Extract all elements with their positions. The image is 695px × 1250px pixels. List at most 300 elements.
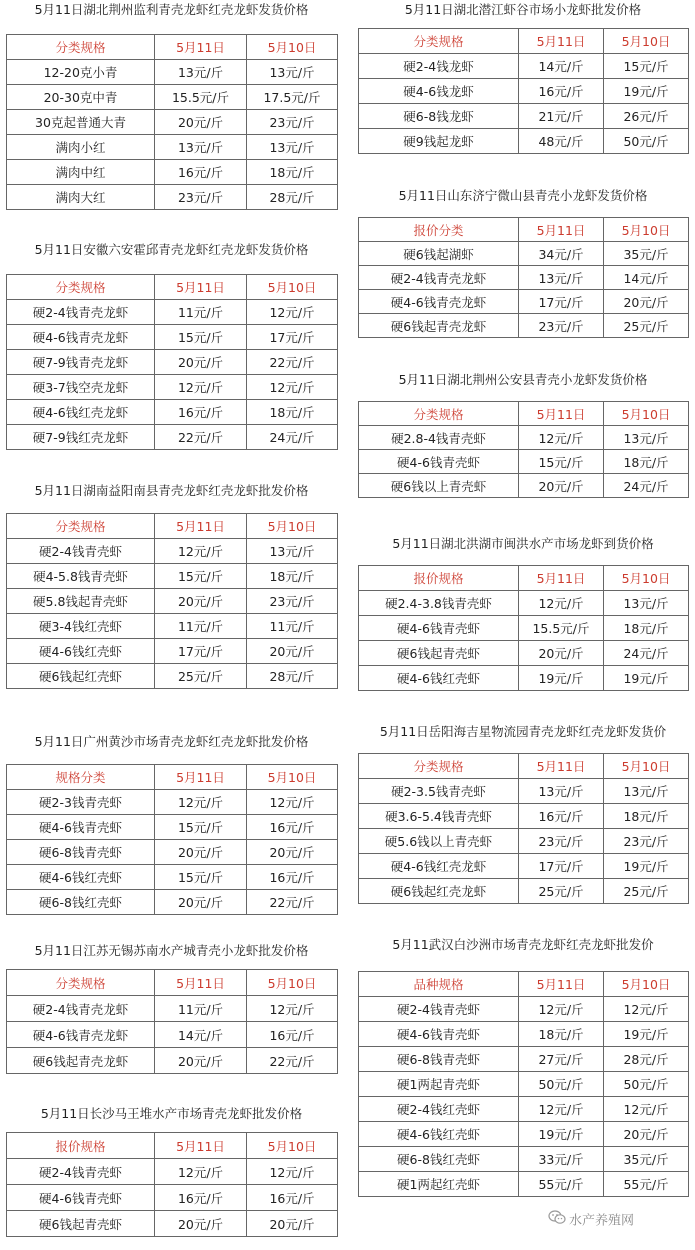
price-may11-cell: 20元/斤 <box>155 110 247 135</box>
spec-cell: 硬1两起青壳虾 <box>359 1072 519 1097</box>
spec-cell: 满肉大红 <box>7 185 155 210</box>
table-row <box>359 879 689 904</box>
table-title: 5月11日湖北荆州公安县青壳小龙虾发货价格 <box>398 372 648 387</box>
table-row <box>7 1159 338 1185</box>
table-row <box>359 54 689 79</box>
spec-cell: 硬4-5.8钱青壳虾 <box>7 564 155 589</box>
spec-cell: 硬6-8钱红壳虾 <box>7 890 155 915</box>
spec-cell: 硬5.8钱起青壳虾 <box>7 589 155 614</box>
spec-cell: 硬4-6钱青壳虾 <box>7 1185 155 1211</box>
header-date-may10: 5月10日 <box>604 29 689 54</box>
price-may10-cell: 22元/斤 <box>247 1048 338 1074</box>
header-date-may10: 5月10日 <box>247 970 338 996</box>
table-row <box>359 1047 689 1072</box>
price-may10-cell: 25元/斤 <box>604 879 689 904</box>
price-may11-cell: 13元/斤 <box>155 135 247 160</box>
price-may10-cell: 35元/斤 <box>604 242 689 266</box>
price-may11-cell: 17元/斤 <box>519 290 604 314</box>
table-row <box>7 185 338 210</box>
price-may10-cell: 28元/斤 <box>604 1047 689 1072</box>
table-title: 5月11日长沙马王堆水产市场青壳龙虾批发价格 <box>40 1106 303 1121</box>
spec-cell: 硬3.6-5.4钱青壳虾 <box>359 804 519 829</box>
price-may11-cell: 21元/斤 <box>519 104 604 129</box>
price-may10-cell: 12元/斤 <box>247 996 338 1022</box>
price-table <box>358 28 689 154</box>
table-row <box>359 426 689 450</box>
price-may10-cell: 13元/斤 <box>604 426 689 450</box>
price-may10-cell: 11元/斤 <box>247 614 338 639</box>
price-may10-cell: 13元/斤 <box>604 591 689 616</box>
price-may11-cell: 12元/斤 <box>519 426 604 450</box>
table-row <box>359 314 689 338</box>
price-may10-cell: 12元/斤 <box>247 375 338 400</box>
table-row <box>359 1147 689 1172</box>
price-may10-cell: 20元/斤 <box>247 639 338 664</box>
price-may10-cell: 17元/斤 <box>247 325 338 350</box>
spec-cell: 20-30克中青 <box>7 85 155 110</box>
price-may10-cell: 18元/斤 <box>604 804 689 829</box>
table-row <box>359 804 689 829</box>
price-table <box>6 34 338 210</box>
price-may11-cell: 20元/斤 <box>519 641 604 666</box>
table-row <box>7 325 338 350</box>
table-row <box>7 1185 338 1211</box>
table-row <box>359 829 689 854</box>
table-row <box>7 996 338 1022</box>
spec-cell: 硬6-8钱龙虾 <box>359 104 519 129</box>
header-date-may11: 5月11日 <box>155 970 247 996</box>
table-row <box>7 300 338 325</box>
price-table <box>6 274 338 450</box>
header-date-may10: 5月10日 <box>247 1133 338 1159</box>
spec-cell: 硬4-6钱红壳龙虾 <box>7 400 155 425</box>
header-date-may10: 5月10日 <box>247 35 338 60</box>
header-date-may11: 5月11日 <box>155 275 247 300</box>
table-row <box>359 591 689 616</box>
table-header-row <box>359 972 689 997</box>
price-table <box>358 971 689 1197</box>
table-row <box>7 160 338 185</box>
header-category: 报价规格 <box>7 1133 155 1159</box>
table-header-row <box>359 29 689 54</box>
price-may11-cell: 16元/斤 <box>519 79 604 104</box>
price-table-block <box>358 536 688 691</box>
price-may11-cell: 55元/斤 <box>519 1172 604 1197</box>
price-may11-cell: 12元/斤 <box>155 1159 247 1185</box>
price-may10-cell: 23元/斤 <box>247 110 338 135</box>
header-category: 规格分类 <box>7 765 155 790</box>
table-row <box>7 110 338 135</box>
spec-cell: 满肉小红 <box>7 135 155 160</box>
table-row <box>7 350 338 375</box>
table-title: 5月11武汉白沙洲市场青壳龙虾红壳龙虾批发价 <box>392 937 654 952</box>
spec-cell: 硬6-8钱青壳虾 <box>359 1047 519 1072</box>
price-may10-cell: 22元/斤 <box>247 350 338 375</box>
wechat-icon <box>548 1210 566 1232</box>
table-row <box>7 425 338 450</box>
spec-cell: 硬1两起红壳虾 <box>359 1172 519 1197</box>
price-may10-cell: 13元/斤 <box>604 779 689 804</box>
header-date-may10: 5月10日 <box>604 972 689 997</box>
header-date-may11: 5月11日 <box>155 1133 247 1159</box>
table-row <box>7 1211 338 1237</box>
spec-cell: 硬6钱起红壳龙虾 <box>359 879 519 904</box>
header-category: 分类规格 <box>359 754 519 779</box>
price-may11-cell: 25元/斤 <box>155 664 247 689</box>
price-may11-cell: 18元/斤 <box>519 1022 604 1047</box>
table-row <box>359 129 689 154</box>
spec-cell: 硬7-9钱红壳龙虾 <box>7 425 155 450</box>
spec-cell: 硬2-4钱红壳虾 <box>359 1097 519 1122</box>
table-row <box>7 60 338 85</box>
header-date-may11: 5月11日 <box>519 754 604 779</box>
table-row <box>7 85 338 110</box>
table-row <box>7 589 338 614</box>
header-date-may11: 5月11日 <box>519 566 604 591</box>
spec-cell: 硬9钱起龙虾 <box>359 129 519 154</box>
table-row <box>7 865 338 890</box>
spec-cell: 硬2-4钱青壳虾 <box>7 1159 155 1185</box>
table-row <box>7 135 338 160</box>
price-may10-cell: 16元/斤 <box>247 1022 338 1048</box>
table-row <box>7 375 338 400</box>
table-row <box>359 641 689 666</box>
table-row <box>359 474 689 498</box>
price-may10-cell: 50元/斤 <box>604 129 689 154</box>
price-may11-cell: 15元/斤 <box>155 865 247 890</box>
table-title: 5月11日湖北潜江虾谷市场小龙虾批发价格 <box>404 2 642 17</box>
spec-cell: 硬2-4钱青壳龙虾 <box>359 266 519 290</box>
price-may11-cell: 20元/斤 <box>155 840 247 865</box>
price-may11-cell: 23元/斤 <box>519 829 604 854</box>
price-table-block <box>6 734 337 915</box>
spec-cell: 硬3-7钱空壳龙虾 <box>7 375 155 400</box>
table-header-row <box>7 275 338 300</box>
price-may10-cell: 22元/斤 <box>247 890 338 915</box>
price-may11-cell: 22元/斤 <box>155 425 247 450</box>
price-may10-cell: 23元/斤 <box>604 829 689 854</box>
price-table-block <box>6 1106 337 1237</box>
spec-cell: 硬4-6钱红壳虾 <box>7 639 155 664</box>
price-may11-cell: 23元/斤 <box>155 185 247 210</box>
price-may10-cell: 19元/斤 <box>604 854 689 879</box>
price-may11-cell: 20元/斤 <box>155 350 247 375</box>
price-may11-cell: 12元/斤 <box>155 539 247 564</box>
spec-cell: 硬4-6钱红壳龙虾 <box>359 854 519 879</box>
price-table-block <box>6 242 337 450</box>
price-may11-cell: 17元/斤 <box>519 854 604 879</box>
header-category: 分类规格 <box>7 35 155 60</box>
price-may10-cell: 16元/斤 <box>247 1185 338 1211</box>
price-may10-cell: 18元/斤 <box>604 616 689 641</box>
price-may11-cell: 34元/斤 <box>519 242 604 266</box>
price-may10-cell: 19元/斤 <box>604 666 689 691</box>
header-date-may11: 5月11日 <box>519 218 604 242</box>
spec-cell: 硬2-4钱青壳虾 <box>7 539 155 564</box>
table-title: 5月11日湖北洪湖市闽洪水产市场龙虾到货价格 <box>392 536 654 551</box>
table-row <box>359 242 689 266</box>
table-row <box>359 616 689 641</box>
header-date-may11: 5月11日 <box>155 35 247 60</box>
price-may10-cell: 12元/斤 <box>604 1097 689 1122</box>
price-may10-cell: 25元/斤 <box>604 314 689 338</box>
header-category: 分类规格 <box>7 970 155 996</box>
price-table <box>6 513 338 689</box>
table-header-row <box>7 514 338 539</box>
price-may10-cell: 50元/斤 <box>604 1072 689 1097</box>
table-row <box>359 79 689 104</box>
spec-cell: 硬4-6钱青壳龙虾 <box>359 290 519 314</box>
price-may11-cell: 15元/斤 <box>155 564 247 589</box>
table-title: 5月11日岳阳海吉星物流园青壳龙虾红壳龙虾发货价 <box>379 724 667 739</box>
header-category: 分类规格 <box>7 514 155 539</box>
spec-cell: 硬6钱起青壳虾 <box>359 641 519 666</box>
spec-cell: 硬2-4钱青壳龙虾 <box>7 996 155 1022</box>
price-may11-cell: 12元/斤 <box>155 375 247 400</box>
price-table <box>6 764 338 915</box>
price-may10-cell: 55元/斤 <box>604 1172 689 1197</box>
table-header-row <box>7 35 338 60</box>
table-header-row <box>7 1133 338 1159</box>
price-may10-cell: 15元/斤 <box>604 54 689 79</box>
header-date-may10: 5月10日 <box>604 218 689 242</box>
price-may11-cell: 19元/斤 <box>519 1122 604 1147</box>
price-may11-cell: 13元/斤 <box>155 60 247 85</box>
spec-cell: 硬4-6钱红壳虾 <box>7 865 155 890</box>
price-may11-cell: 48元/斤 <box>519 129 604 154</box>
price-may10-cell: 12元/斤 <box>247 790 338 815</box>
table-title: 5月11日湖北荆州监利青壳龙虾红壳龙虾发货价格 <box>34 2 309 17</box>
spec-cell: 硬7-9钱青壳龙虾 <box>7 350 155 375</box>
price-may10-cell: 24元/斤 <box>604 641 689 666</box>
price-may11-cell: 12元/斤 <box>519 997 604 1022</box>
price-may10-cell: 13元/斤 <box>247 135 338 160</box>
price-may11-cell: 25元/斤 <box>519 879 604 904</box>
price-may10-cell: 23元/斤 <box>247 589 338 614</box>
table-row <box>359 666 689 691</box>
price-may11-cell: 16元/斤 <box>155 1185 247 1211</box>
price-may10-cell: 28元/斤 <box>247 664 338 689</box>
price-may11-cell: 15元/斤 <box>155 815 247 840</box>
table-row <box>359 1072 689 1097</box>
price-may11-cell: 20元/斤 <box>155 1048 247 1074</box>
header-category: 报价分类 <box>359 218 519 242</box>
spec-cell: 硬6钱起青壳龙虾 <box>7 1048 155 1074</box>
spec-cell: 硬4-6钱青壳虾 <box>7 815 155 840</box>
spec-cell: 硬2-4钱青壳虾 <box>359 997 519 1022</box>
price-may11-cell: 27元/斤 <box>519 1047 604 1072</box>
price-may10-cell: 24元/斤 <box>247 425 338 450</box>
table-row <box>359 1022 689 1047</box>
price-table <box>358 565 689 691</box>
table-header-row <box>359 754 689 779</box>
price-table <box>6 1132 338 1237</box>
table-header-row <box>7 765 338 790</box>
price-may11-cell: 13元/斤 <box>519 779 604 804</box>
table-row <box>359 290 689 314</box>
price-may10-cell: 18元/斤 <box>604 450 689 474</box>
price-may11-cell: 50元/斤 <box>519 1072 604 1097</box>
spec-cell: 硬4-6钱龙虾 <box>359 79 519 104</box>
spec-cell: 硬6-8钱青壳虾 <box>7 840 155 865</box>
table-header-row <box>7 970 338 996</box>
header-category: 分类规格 <box>359 29 519 54</box>
header-date-may10: 5月10日 <box>247 514 338 539</box>
spec-cell: 硬2-3钱青壳虾 <box>7 790 155 815</box>
header-date-may11: 5月11日 <box>155 514 247 539</box>
watermark-text: 水产养殖网 <box>569 1213 635 1229</box>
table-row <box>7 539 338 564</box>
price-may11-cell: 20元/斤 <box>155 1211 247 1237</box>
price-may10-cell: 18元/斤 <box>247 564 338 589</box>
header-date-may10: 5月10日 <box>247 765 338 790</box>
price-may11-cell: 15元/斤 <box>519 450 604 474</box>
price-may11-cell: 16元/斤 <box>155 400 247 425</box>
header-date-may10: 5月10日 <box>604 566 689 591</box>
price-may11-cell: 15.5元/斤 <box>155 85 247 110</box>
price-may11-cell: 14元/斤 <box>519 54 604 79</box>
header-category: 品种规格 <box>359 972 519 997</box>
table-row <box>7 815 338 840</box>
table-row <box>7 614 338 639</box>
price-may10-cell: 20元/斤 <box>604 1122 689 1147</box>
header-date-may11: 5月11日 <box>519 972 604 997</box>
price-may11-cell: 16元/斤 <box>155 160 247 185</box>
spec-cell: 硬4-6钱青壳虾 <box>359 1022 519 1047</box>
header-date-may11: 5月11日 <box>519 29 604 54</box>
price-may10-cell: 28元/斤 <box>247 185 338 210</box>
price-table-block <box>358 724 688 904</box>
price-may10-cell: 16元/斤 <box>247 815 338 840</box>
table-row <box>359 104 689 129</box>
header-date-may10: 5月10日 <box>247 275 338 300</box>
price-table-block <box>358 937 688 1197</box>
price-table-block <box>358 2 688 154</box>
price-may10-cell: 19元/斤 <box>604 1022 689 1047</box>
spec-cell: 硬4-6钱青壳虾 <box>359 616 519 641</box>
price-may10-cell: 14元/斤 <box>604 266 689 290</box>
header-category: 报价规格 <box>359 566 519 591</box>
table-row <box>7 1022 338 1048</box>
spec-cell: 硬4-6钱青壳虾 <box>359 450 519 474</box>
price-may11-cell: 11元/斤 <box>155 300 247 325</box>
spec-cell: 硬2-3.5钱青壳虾 <box>359 779 519 804</box>
spec-cell: 硬4-6钱青壳龙虾 <box>7 1022 155 1048</box>
price-may10-cell: 17.5元/斤 <box>247 85 338 110</box>
price-table-block <box>6 943 337 1074</box>
table-row <box>359 997 689 1022</box>
spec-cell: 硬6钱起湖虾 <box>359 242 519 266</box>
table-row <box>7 664 338 689</box>
price-may11-cell: 12元/斤 <box>155 790 247 815</box>
table-header-row <box>359 402 689 426</box>
table-header-row <box>359 566 689 591</box>
table-row <box>7 890 338 915</box>
table-row <box>359 779 689 804</box>
price-table <box>358 753 689 904</box>
spec-cell: 12-20克小青 <box>7 60 155 85</box>
table-row <box>7 400 338 425</box>
price-table <box>358 401 689 498</box>
price-may10-cell: 18元/斤 <box>247 400 338 425</box>
spec-cell: 硬6钱起青壳虾 <box>7 1211 155 1237</box>
spec-cell: 硬6-8钱红壳虾 <box>359 1147 519 1172</box>
price-may11-cell: 20元/斤 <box>519 474 604 498</box>
table-row <box>359 854 689 879</box>
price-table-block <box>6 483 337 689</box>
price-table-block <box>358 188 688 338</box>
price-may10-cell: 20元/斤 <box>604 290 689 314</box>
spec-cell: 硬3-4钱红壳虾 <box>7 614 155 639</box>
table-title: 5月11日安徽六安霍邱青壳龙虾红壳龙虾发货价格 <box>34 242 309 257</box>
header-date-may10: 5月10日 <box>604 402 689 426</box>
price-may11-cell: 12元/斤 <box>519 591 604 616</box>
price-may11-cell: 23元/斤 <box>519 314 604 338</box>
price-may10-cell: 12元/斤 <box>247 1159 338 1185</box>
price-may11-cell: 11元/斤 <box>155 996 247 1022</box>
table-row <box>7 639 338 664</box>
table-row <box>359 1122 689 1147</box>
table-row <box>359 450 689 474</box>
price-may10-cell: 20元/斤 <box>247 1211 338 1237</box>
price-may10-cell: 18元/斤 <box>247 160 338 185</box>
price-may11-cell: 13元/斤 <box>519 266 604 290</box>
price-may10-cell: 16元/斤 <box>247 865 338 890</box>
table-row <box>359 1097 689 1122</box>
spec-cell: 硬6钱起青壳龙虾 <box>359 314 519 338</box>
price-may11-cell: 16元/斤 <box>519 804 604 829</box>
header-category: 分类规格 <box>7 275 155 300</box>
table-title: 5月11日湖南益阳南县青壳龙虾红壳龙虾批发价格 <box>34 483 309 498</box>
price-may10-cell: 12元/斤 <box>604 997 689 1022</box>
table-row <box>7 1048 338 1074</box>
table-row <box>359 266 689 290</box>
spec-cell: 硬6钱以上青壳虾 <box>359 474 519 498</box>
price-may10-cell: 26元/斤 <box>604 104 689 129</box>
spec-cell: 硬4-6钱红壳虾 <box>359 666 519 691</box>
price-may10-cell: 20元/斤 <box>247 840 338 865</box>
spec-cell: 满肉中红 <box>7 160 155 185</box>
table-row <box>7 564 338 589</box>
price-may10-cell: 24元/斤 <box>604 474 689 498</box>
price-may11-cell: 14元/斤 <box>155 1022 247 1048</box>
header-date-may11: 5月11日 <box>155 765 247 790</box>
spec-cell: 硬4-6钱青壳龙虾 <box>7 325 155 350</box>
table-title: 5月11日山东济宁微山县青壳小龙虾发货价格 <box>398 188 648 203</box>
price-table <box>6 969 338 1074</box>
spec-cell: 硬2.4-3.8钱青壳虾 <box>359 591 519 616</box>
price-may11-cell: 15元/斤 <box>155 325 247 350</box>
spec-cell: 硬5.6钱以上青壳虾 <box>359 829 519 854</box>
header-category: 分类规格 <box>359 402 519 426</box>
spec-cell: 硬6钱起红壳虾 <box>7 664 155 689</box>
spec-cell: 硬2-4钱青壳龙虾 <box>7 300 155 325</box>
spec-cell: 硬2-4钱龙虾 <box>359 54 519 79</box>
price-table <box>358 217 689 338</box>
price-may11-cell: 11元/斤 <box>155 614 247 639</box>
price-may10-cell: 12元/斤 <box>247 300 338 325</box>
table-row <box>7 790 338 815</box>
spec-cell: 硬4-6钱红壳虾 <box>359 1122 519 1147</box>
price-may10-cell: 19元/斤 <box>604 79 689 104</box>
price-may10-cell: 13元/斤 <box>247 60 338 85</box>
spec-cell: 30克起普通大青 <box>7 110 155 135</box>
watermark <box>548 1210 688 1230</box>
table-row <box>359 1172 689 1197</box>
spec-cell: 硬2.8-4钱青壳虾 <box>359 426 519 450</box>
table-header-row <box>359 218 689 242</box>
table-title: 5月11日广州黄沙市场青壳龙虾红壳龙虾批发价格 <box>34 734 309 749</box>
